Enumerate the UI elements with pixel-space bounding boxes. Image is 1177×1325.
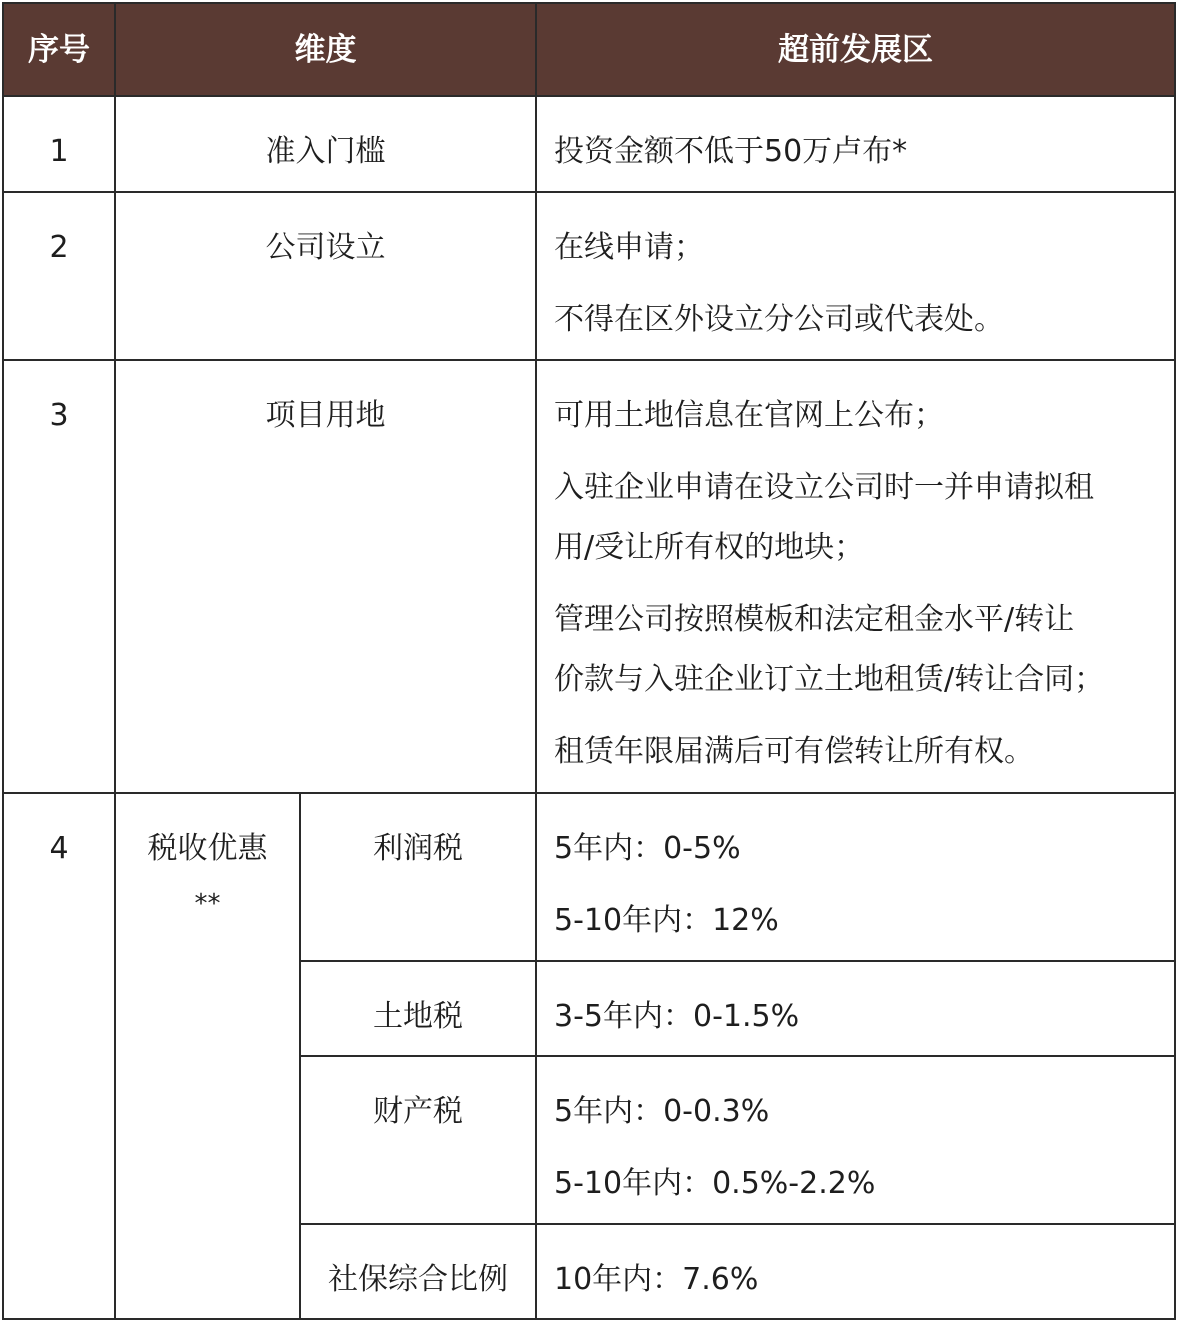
header-dimension: 维度 <box>115 3 536 96</box>
row-value <box>536 192 1175 360</box>
row-value <box>536 1056 1175 1224</box>
value-line: 用/受让所有权的地块； <box>554 530 865 565</box>
header-index: 序号 <box>3 3 115 96</box>
table-row <box>3 793 1175 961</box>
table-row <box>3 96 1175 192</box>
row-value <box>536 1224 1175 1319</box>
value-line: 5年内：0-0.3% <box>554 1094 770 1129</box>
row-dimension: 项目用地 <box>115 360 536 793</box>
value-line: 10年内：7.6% <box>554 1262 759 1297</box>
header-zone: 超前发展区 <box>536 3 1175 96</box>
row-index: 3 <box>3 360 115 793</box>
value-line: 在线申请； <box>554 230 704 265</box>
row-index: 2 <box>3 192 115 360</box>
row-value <box>536 793 1175 961</box>
row-value <box>536 360 1175 793</box>
value-line: 5年内：0-5% <box>554 831 741 866</box>
value-line: 投资金额不低于50万卢布* <box>554 134 908 169</box>
value-line: 租赁年限届满后可有偿转让所有权。 <box>554 734 1034 769</box>
footnote-mark: ** <box>194 889 221 919</box>
value-line: 5-10年内：12% <box>554 903 779 938</box>
tax-type: 财产税 <box>300 1056 536 1224</box>
table-header-row <box>3 3 1175 96</box>
tax-type: 利润税 <box>300 793 536 961</box>
row-dimension: 税收优惠 ** <box>115 793 300 1319</box>
row-dimension: 准入门槛 <box>115 96 536 192</box>
value-line: 管理公司按照模板和法定租金水平/转让 <box>554 602 1075 637</box>
row-dimension: 公司设立 <box>115 192 536 360</box>
row-index: 1 <box>3 96 115 192</box>
table-row <box>3 360 1175 793</box>
tax-type: 土地税 <box>300 961 536 1056</box>
tax-type: 社保综合比例 <box>300 1224 536 1319</box>
row-index: 4 <box>3 793 115 1319</box>
row-value <box>536 961 1175 1056</box>
row-value <box>536 96 1175 192</box>
policy-table <box>2 2 1176 1320</box>
table-row <box>3 192 1175 360</box>
value-line: 不得在区外设立分公司或代表处。 <box>554 302 1004 337</box>
value-line: 3-5年内：0-1.5% <box>554 999 800 1034</box>
value-line: 价款与入驻企业订立土地租赁/转让合同； <box>554 662 1105 697</box>
value-line: 5-10年内：0.5%-2.2% <box>554 1166 876 1201</box>
value-line: 可用土地信息在官网上公布； <box>554 398 944 433</box>
value-line: 入驻企业申请在设立公司时一并申请拟租 <box>554 470 1094 505</box>
